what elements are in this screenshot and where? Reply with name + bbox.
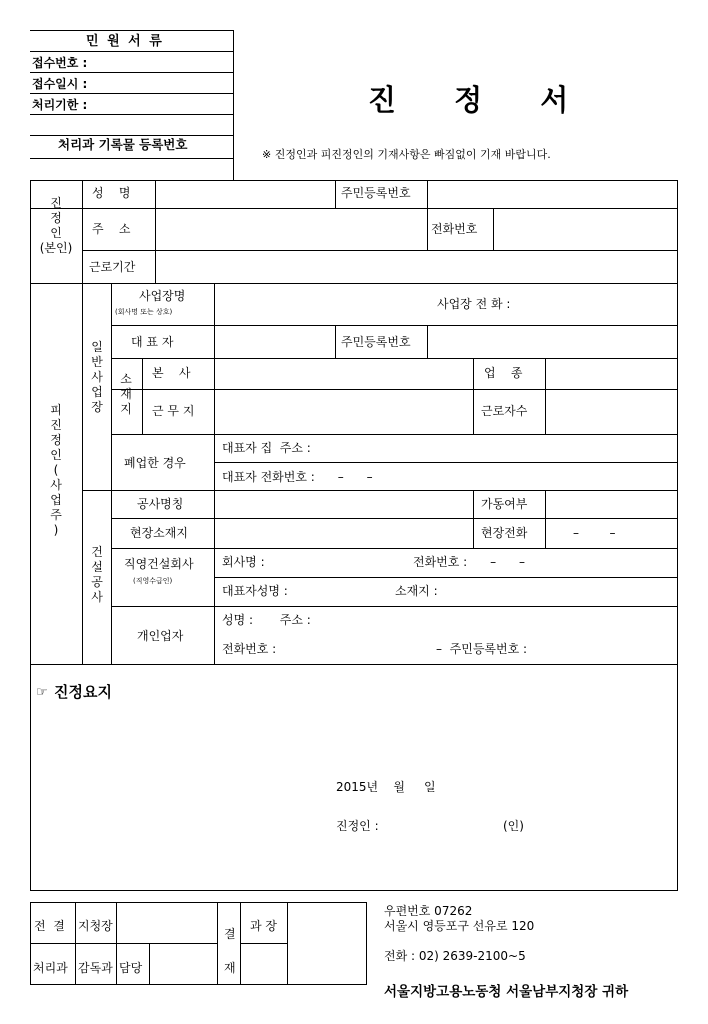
respondent-resident-label: 주민등록번호 xyxy=(341,335,411,349)
location-label: 소 재 지 xyxy=(120,372,132,416)
direct-company-sub-label: (직영수급인) xyxy=(133,577,173,585)
general-business-label: 일 반 사 업 장 xyxy=(91,340,103,414)
respondent-section-label: 피 진 정 인 ( 사 업 주 ) xyxy=(50,403,62,537)
work-period-label: 근로기간 xyxy=(89,260,136,274)
site-location-label: 현장소재지 xyxy=(130,526,188,540)
approval-jae-label: 재 xyxy=(224,961,236,975)
receipt-number-label: 접수번호 : xyxy=(32,56,88,70)
approval-gyeol-label: 결 xyxy=(224,927,236,941)
business-phone-label: 사업장 전 화 : xyxy=(437,297,511,311)
office-address: 서울시 영등포구 선유로 120 xyxy=(384,919,535,933)
pointing-hand-icon: ☞ xyxy=(36,685,48,700)
staff-sign-field[interactable] xyxy=(150,944,216,984)
resident-number-label: 주민등록번호 xyxy=(341,186,411,200)
phone-label: 전화번호 xyxy=(431,222,478,236)
work-site-label: 근 무 지 xyxy=(152,404,195,418)
date-line: 2015년 월 일 xyxy=(336,780,436,794)
signer-label: 진정인 : xyxy=(336,819,379,833)
deadline-label: 처리기한 : xyxy=(32,98,88,112)
head-office-field[interactable] xyxy=(215,359,472,388)
recipient-office: 서울지방고용노동청 서울남부지청장 귀하 xyxy=(384,984,629,1000)
receipt-date-label: 접수일시 : xyxy=(32,77,88,91)
summary-textarea[interactable] xyxy=(31,708,677,768)
workers-field[interactable] xyxy=(546,390,676,433)
respondent-resident-field[interactable] xyxy=(428,326,676,357)
construction-label: 건 설 공 사 xyxy=(91,545,103,604)
work-period-field[interactable] xyxy=(156,251,676,282)
rep-phone-label: 대표자 전화번호 : – – xyxy=(222,470,373,484)
supervisor-label: 감독과 xyxy=(78,961,113,975)
director-label: 지청장 xyxy=(78,919,113,933)
industry-field[interactable] xyxy=(546,359,676,388)
direct-company-label: 직영건설회사 xyxy=(124,557,194,571)
company-phone-label: 전화번호 : – – xyxy=(413,555,525,569)
operating-label: 가동여부 xyxy=(481,497,528,511)
individual-resident-label: – 주민등록번호 : xyxy=(436,642,528,656)
manager-label: 과 장 xyxy=(250,919,277,933)
site-phone-label: 현장전화 xyxy=(481,526,528,540)
representative-label: 대 표 자 xyxy=(131,335,174,349)
phone-field[interactable] xyxy=(494,209,676,249)
representative-field[interactable] xyxy=(215,326,334,357)
receipt-title: 민 원 서 류 xyxy=(86,34,164,49)
industry-label: 업 종 xyxy=(484,366,523,380)
workers-label: 근로자수 xyxy=(481,404,528,418)
head-office-label: 본 사 xyxy=(152,366,191,380)
operating-field[interactable] xyxy=(546,491,676,517)
name-field[interactable] xyxy=(156,181,334,207)
project-name-label: 공사명칭 xyxy=(137,497,184,511)
jeongyeol-label: 전 결 xyxy=(34,919,65,933)
address-label: 주 소 xyxy=(92,222,131,236)
business-name-field[interactable] xyxy=(215,284,427,324)
notice-text: ※ 진정인과 피진정인의 기재사항은 빠짐없이 기재 바랍니다. xyxy=(262,148,551,161)
director-sign-field[interactable] xyxy=(117,903,216,942)
work-site-field[interactable] xyxy=(215,390,472,433)
receipt-box xyxy=(30,30,234,180)
closed-business-label: 폐업한 경우 xyxy=(124,456,186,470)
individual-phone-label: 전화번호 : xyxy=(222,642,277,656)
business-name-sub-label: (회사명 또는 상호) xyxy=(115,308,173,316)
project-name-field[interactable] xyxy=(215,491,472,517)
rep-home-address-label: 대표자 집 주소 : xyxy=(222,441,311,455)
individual-label: 개인업자 xyxy=(137,629,184,643)
individual-name-address-label: 성명 : 주소 : xyxy=(222,613,311,627)
dept-label: 처리과 xyxy=(33,961,68,975)
rep-name-label: 대표자성명 : xyxy=(222,584,288,598)
business-name-label: 사업장명 xyxy=(139,289,186,303)
resident-number-field[interactable] xyxy=(428,181,676,207)
seal-label: (인) xyxy=(503,819,524,833)
site-phone-value: – – xyxy=(573,526,616,540)
office-phone: 전화 : 02) 2639-2100~5 xyxy=(384,949,526,963)
summary-title: 진정요지 xyxy=(54,683,112,701)
company-location-label: 소재지 : xyxy=(395,584,438,598)
staff-label: 담당 xyxy=(119,961,143,975)
petitioner-section-label: 진 정 인 (본인) xyxy=(39,196,73,255)
registry-label: 처리과 기록물 등록번호 xyxy=(58,137,188,152)
postal-code: 우편번호 07262 xyxy=(384,904,473,918)
manager-sign-field[interactable] xyxy=(288,903,366,984)
site-location-field[interactable] xyxy=(215,519,472,547)
form-title: 진 정 서 xyxy=(368,83,593,117)
name-label: 성 명 xyxy=(92,186,131,200)
address-field[interactable] xyxy=(156,209,426,249)
company-name-label: 회사명 : xyxy=(222,555,265,569)
